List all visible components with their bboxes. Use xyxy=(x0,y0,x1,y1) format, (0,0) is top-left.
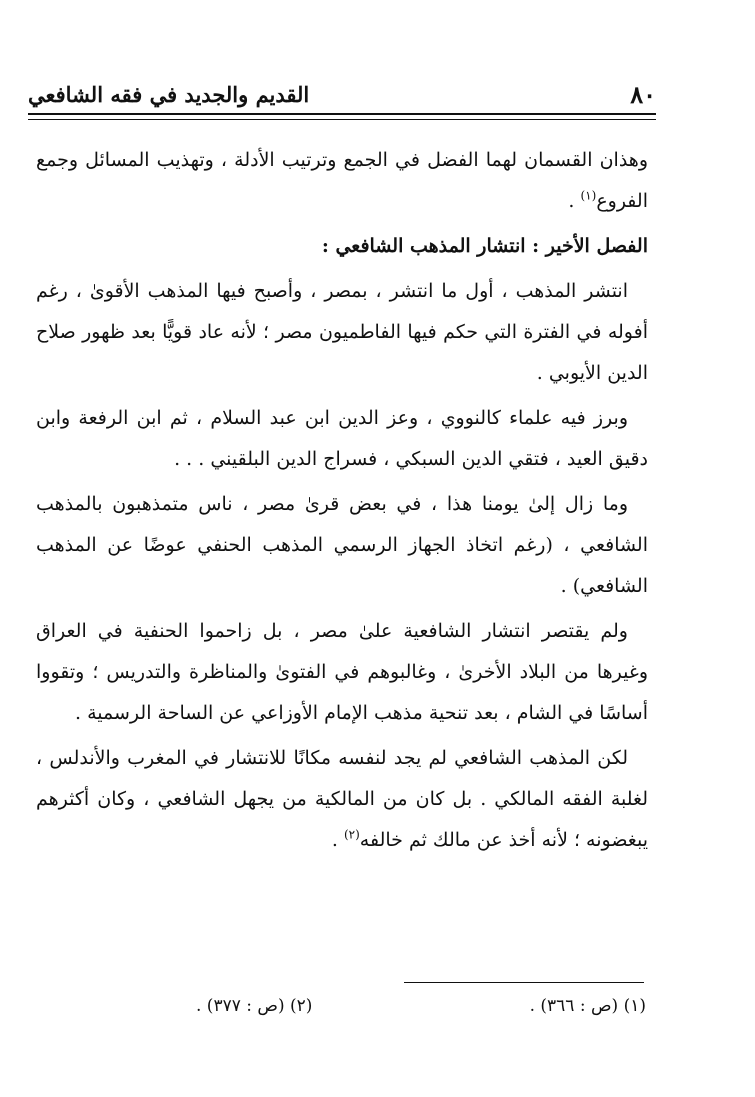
paragraph-4: وما زال إلىٰ يومنا هذا ، في بعض قرىٰ مصر ، ناس متمذهبون بالمذهب الشافعي ، (رغم اتخاذ الجهاز الرسمي المذهب الحنفي عوضًا عن المذهب الشافعي) . xyxy=(36,493,648,597)
footnote-ref-1[interactable]: (١) xyxy=(580,188,597,203)
page-body xyxy=(36,140,648,865)
paragraph-6-end: . xyxy=(331,829,344,851)
paragraph-5: ولم يقتصر انتشار الشافعية علىٰ مصر ، بل زاحموا الحنفية في العراق وغيرها من البلاد الأخرىٰ ، وغالبوهم في الفتوىٰ والمناظرة والتدريس ؛ وتقووا أساسًا في الشام ، بعد تنحية مذهب الإمام الأوزاعي عن الساحة الرسمية . xyxy=(36,620,648,724)
paragraph-6 xyxy=(36,738,648,861)
footnote-rule xyxy=(404,982,644,983)
header-rule-thin xyxy=(28,119,656,120)
paragraph-1-text: وهذان القسمان لهما الفضل في الجمع وترتيب الأدلة ، وتهذيب المسائل وجمع الفروع xyxy=(36,149,648,212)
running-title: القديم والجديد في فقه الشافعي xyxy=(28,81,310,107)
page-header xyxy=(28,78,656,110)
section-heading: الفصل الأخير : انتشار المذهب الشافعي : xyxy=(321,235,648,257)
footnote-ref-2[interactable]: (٢) xyxy=(343,827,360,842)
paragraph-1 xyxy=(36,140,648,222)
paragraph-6-text: لكن المذهب الشافعي لم يجد لنفسه مكانًا للانتشار في المغرب والأندلس ، لغلبة الفقه المالكي . بل كان من المالكية من يجهل الشافعي ، وكان أكثرهم يبغضونه ؛ لأنه أخذ عن مالك ثم خالفه xyxy=(36,747,648,851)
page-number: ٨٠ xyxy=(630,79,656,109)
footnotes xyxy=(196,996,646,1022)
paragraph-2: انتشر المذهب ، أول ما انتشر ، بمصر ، وأصبح فيها المذهب الأقوىٰ ، رغم أفوله في الفترة التي حكم فيها الفاطميون مصر ؛ لأنه عاد قويًّا بعد ظهور صلاح الدين الأيوبي . xyxy=(36,280,648,384)
footnote-1: (١) (ص : ٣٦٦) . xyxy=(529,996,646,1016)
paragraph-3: وبرز فيه علماء كالنووي ، وعز الدين ابن عبد السلام ، ثم ابن الرفعة وابن دقيق العيد ، فتقي الدين السبكي ، فسراج الدين البلقيني . . . xyxy=(36,407,648,470)
footnote-2: (٢) (ص : ٣٧٧) . xyxy=(196,996,313,1016)
paragraph-1-end: . xyxy=(568,190,581,212)
header-rule-thick xyxy=(28,113,656,115)
